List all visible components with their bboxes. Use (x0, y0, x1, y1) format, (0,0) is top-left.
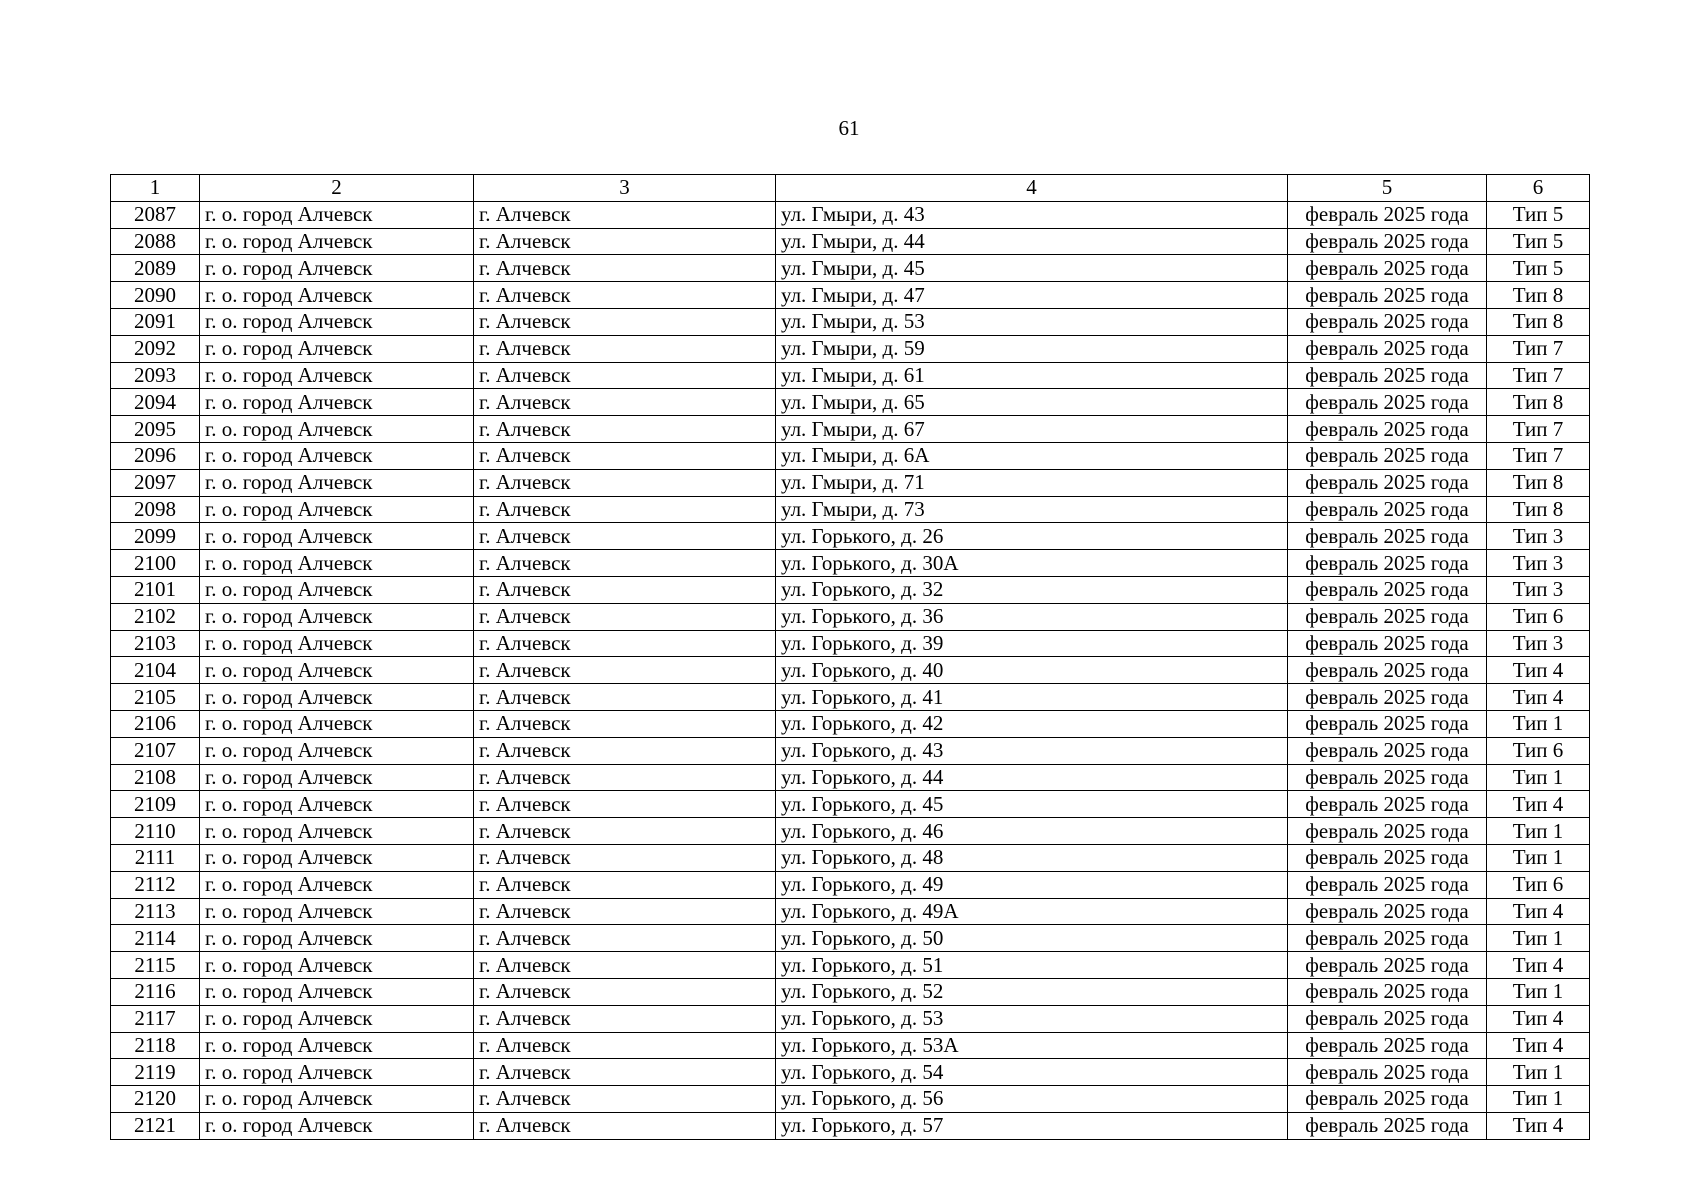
type-cell: Тип 6 (1487, 603, 1590, 630)
locality-cell: г. Алчевск (474, 1032, 776, 1059)
address-cell: ул. Горького, д. 43 (776, 737, 1288, 764)
table-row (111, 282, 1590, 309)
locality-cell: г. Алчевск (474, 978, 776, 1005)
row-number-cell: 2093 (111, 362, 200, 389)
address-cell: ул. Гмыри, д. 73 (776, 496, 1288, 523)
type-cell: Тип 8 (1487, 389, 1590, 416)
locality-cell: г. Алчевск (474, 1059, 776, 1086)
row-number-cell: 2098 (111, 496, 200, 523)
period-cell: февраль 2025 года (1288, 442, 1487, 469)
locality-cell: г. Алчевск (474, 362, 776, 389)
row-number-cell: 2106 (111, 710, 200, 737)
table-row (111, 925, 1590, 952)
type-cell: Тип 3 (1487, 523, 1590, 550)
table-row (111, 335, 1590, 362)
table-header (111, 175, 1590, 202)
period-cell: февраль 2025 года (1288, 898, 1487, 925)
page-number: 61 (838, 116, 860, 140)
period-cell: февраль 2025 года (1288, 416, 1487, 443)
row-number-cell: 2092 (111, 335, 200, 362)
type-cell: Тип 3 (1487, 550, 1590, 577)
locality-cell: г. Алчевск (474, 657, 776, 684)
locality-cell: г. Алчевск (474, 764, 776, 791)
table-row (111, 737, 1590, 764)
table-row (111, 684, 1590, 711)
row-number-cell: 2107 (111, 737, 200, 764)
row-number-cell: 2094 (111, 389, 200, 416)
row-number-cell: 2119 (111, 1059, 200, 1086)
type-cell: Тип 7 (1487, 335, 1590, 362)
address-cell: ул. Гмыри, д. 47 (776, 282, 1288, 309)
municipality-cell: г. о. город Алчевск (200, 496, 474, 523)
type-cell: Тип 4 (1487, 1112, 1590, 1139)
row-number-cell: 2105 (111, 684, 200, 711)
period-cell: февраль 2025 года (1288, 469, 1487, 496)
address-cell: ул. Гмыри, д. 53 (776, 308, 1288, 335)
municipality-cell: г. о. город Алчевск (200, 630, 474, 657)
period-cell: февраль 2025 года (1288, 308, 1487, 335)
municipality-cell: г. о. город Алчевск (200, 442, 474, 469)
municipality-cell: г. о. город Алчевск (200, 282, 474, 309)
address-cell: ул. Гмыри, д. 65 (776, 389, 1288, 416)
table-row (111, 1005, 1590, 1032)
period-cell: февраль 2025 года (1288, 201, 1487, 228)
address-cell: ул. Гмыри, д. 44 (776, 228, 1288, 255)
table-row (111, 389, 1590, 416)
locality-cell: г. Алчевск (474, 710, 776, 737)
period-cell: февраль 2025 года (1288, 389, 1487, 416)
address-cell: ул. Горького, д. 30А (776, 550, 1288, 577)
municipality-cell: г. о. город Алчевск (200, 308, 474, 335)
municipality-cell: г. о. город Алчевск (200, 1005, 474, 1032)
locality-cell: г. Алчевск (474, 603, 776, 630)
municipality-cell: г. о. город Алчевск (200, 576, 474, 603)
locality-cell: г. Алчевск (474, 282, 776, 309)
municipality-cell: г. о. город Алчевск (200, 684, 474, 711)
period-cell: февраль 2025 года (1288, 791, 1487, 818)
locality-cell: г. Алчевск (474, 228, 776, 255)
municipality-cell: г. о. город Алчевск (200, 925, 474, 952)
row-number-cell: 2110 (111, 818, 200, 845)
period-cell: февраль 2025 года (1288, 818, 1487, 845)
row-number-cell: 2095 (111, 416, 200, 443)
row-number-cell: 2118 (111, 1032, 200, 1059)
address-cell: ул. Гмыри, д. 45 (776, 255, 1288, 282)
municipality-cell: г. о. город Алчевск (200, 710, 474, 737)
municipality-cell: г. о. город Алчевск (200, 791, 474, 818)
address-cell: ул. Горького, д. 44 (776, 764, 1288, 791)
type-cell: Тип 4 (1487, 684, 1590, 711)
address-cell: ул. Горького, д. 50 (776, 925, 1288, 952)
column-header-2: 2 (200, 175, 474, 202)
table-row (111, 630, 1590, 657)
type-cell: Тип 6 (1487, 871, 1590, 898)
type-cell: Тип 1 (1487, 978, 1590, 1005)
type-cell: Тип 1 (1487, 925, 1590, 952)
table-row (111, 1059, 1590, 1086)
type-cell: Тип 1 (1487, 1086, 1590, 1113)
table-row (111, 523, 1590, 550)
row-number-cell: 2091 (111, 308, 200, 335)
period-cell: февраль 2025 года (1288, 523, 1487, 550)
type-cell: Тип 4 (1487, 657, 1590, 684)
municipality-cell: г. о. город Алчевск (200, 871, 474, 898)
locality-cell: г. Алчевск (474, 308, 776, 335)
municipality-cell: г. о. город Алчевск (200, 1086, 474, 1113)
table-row (111, 844, 1590, 871)
period-cell: февраль 2025 года (1288, 576, 1487, 603)
table-row (111, 442, 1590, 469)
period-cell: февраль 2025 года (1288, 1032, 1487, 1059)
table-row (111, 496, 1590, 523)
locality-cell: г. Алчевск (474, 1112, 776, 1139)
locality-cell: г. Алчевск (474, 925, 776, 952)
address-cell: ул. Горького, д. 45 (776, 791, 1288, 818)
type-cell: Тип 4 (1487, 1005, 1590, 1032)
municipality-cell: г. о. город Алчевск (200, 416, 474, 443)
register-table (110, 174, 1590, 1140)
address-cell: ул. Горького, д. 51 (776, 952, 1288, 979)
address-cell: ул. Горького, д. 53 (776, 1005, 1288, 1032)
type-cell: Тип 6 (1487, 737, 1590, 764)
table-row (111, 764, 1590, 791)
period-cell: февраль 2025 года (1288, 844, 1487, 871)
locality-cell: г. Алчевск (474, 416, 776, 443)
row-number-cell: 2100 (111, 550, 200, 577)
locality-cell: г. Алчевск (474, 871, 776, 898)
period-cell: февраль 2025 года (1288, 657, 1487, 684)
locality-cell: г. Алчевск (474, 818, 776, 845)
address-cell: ул. Горького, д. 49А (776, 898, 1288, 925)
table-row (111, 228, 1590, 255)
row-number-cell: 2104 (111, 657, 200, 684)
address-cell: ул. Горького, д. 52 (776, 978, 1288, 1005)
row-number-cell: 2102 (111, 603, 200, 630)
period-cell: февраль 2025 года (1288, 228, 1487, 255)
type-cell: Тип 1 (1487, 818, 1590, 845)
table-row (111, 657, 1590, 684)
table-row (111, 576, 1590, 603)
address-cell: ул. Горького, д. 56 (776, 1086, 1288, 1113)
table-body (111, 201, 1590, 1139)
municipality-cell: г. о. город Алчевск (200, 362, 474, 389)
table-row (111, 871, 1590, 898)
municipality-cell: г. о. город Алчевск (200, 228, 474, 255)
table-row (111, 898, 1590, 925)
municipality-cell: г. о. город Алчевск (200, 844, 474, 871)
type-cell: Тип 4 (1487, 1032, 1590, 1059)
locality-cell: г. Алчевск (474, 898, 776, 925)
period-cell: февраль 2025 года (1288, 1086, 1487, 1113)
type-cell: Тип 4 (1487, 898, 1590, 925)
row-number-cell: 2108 (111, 764, 200, 791)
address-cell: ул. Гмыри, д. 61 (776, 362, 1288, 389)
table-row (111, 952, 1590, 979)
period-cell: февраль 2025 года (1288, 1059, 1487, 1086)
table-row (111, 791, 1590, 818)
period-cell: февраль 2025 года (1288, 282, 1487, 309)
table-row (111, 710, 1590, 737)
type-cell: Тип 1 (1487, 710, 1590, 737)
row-number-cell: 2116 (111, 978, 200, 1005)
period-cell: февраль 2025 года (1288, 603, 1487, 630)
period-cell: февраль 2025 года (1288, 925, 1487, 952)
row-number-cell: 2090 (111, 282, 200, 309)
row-number-cell: 2103 (111, 630, 200, 657)
address-cell: ул. Горького, д. 42 (776, 710, 1288, 737)
type-cell: Тип 5 (1487, 255, 1590, 282)
table-row (111, 416, 1590, 443)
period-cell: февраль 2025 года (1288, 871, 1487, 898)
address-cell: ул. Гмыри, д. 6А (776, 442, 1288, 469)
row-number-cell: 2112 (111, 871, 200, 898)
table-row (111, 469, 1590, 496)
address-cell: ул. Горького, д. 54 (776, 1059, 1288, 1086)
table-row (111, 201, 1590, 228)
type-cell: Тип 1 (1487, 764, 1590, 791)
column-header-3: 3 (474, 175, 776, 202)
type-cell: Тип 8 (1487, 496, 1590, 523)
municipality-cell: г. о. город Алчевск (200, 952, 474, 979)
municipality-cell: г. о. город Алчевск (200, 1059, 474, 1086)
type-cell: Тип 1 (1487, 844, 1590, 871)
address-cell: ул. Гмыри, д. 43 (776, 201, 1288, 228)
period-cell: февраль 2025 года (1288, 255, 1487, 282)
locality-cell: г. Алчевск (474, 442, 776, 469)
locality-cell: г. Алчевск (474, 1005, 776, 1032)
type-cell: Тип 3 (1487, 576, 1590, 603)
municipality-cell: г. о. город Алчевск (200, 764, 474, 791)
type-cell: Тип 8 (1487, 308, 1590, 335)
address-cell: ул. Гмыри, д. 71 (776, 469, 1288, 496)
type-cell: Тип 3 (1487, 630, 1590, 657)
row-number-cell: 2088 (111, 228, 200, 255)
row-number-cell: 2120 (111, 1086, 200, 1113)
locality-cell: г. Алчевск (474, 684, 776, 711)
locality-cell: г. Алчевск (474, 576, 776, 603)
type-cell: Тип 5 (1487, 201, 1590, 228)
locality-cell: г. Алчевск (474, 952, 776, 979)
municipality-cell: г. о. город Алчевск (200, 335, 474, 362)
address-cell: ул. Горького, д. 53А (776, 1032, 1288, 1059)
row-number-cell: 2087 (111, 201, 200, 228)
period-cell: февраль 2025 года (1288, 684, 1487, 711)
locality-cell: г. Алчевск (474, 1086, 776, 1113)
type-cell: Тип 7 (1487, 442, 1590, 469)
table-row (111, 550, 1590, 577)
type-cell: Тип 8 (1487, 282, 1590, 309)
municipality-cell: г. о. город Алчевск (200, 1032, 474, 1059)
address-cell: ул. Горького, д. 39 (776, 630, 1288, 657)
municipality-cell: г. о. город Алчевск (200, 818, 474, 845)
locality-cell: г. Алчевск (474, 791, 776, 818)
type-cell: Тип 4 (1487, 791, 1590, 818)
address-cell: ул. Горького, д. 36 (776, 603, 1288, 630)
column-header-5: 5 (1288, 175, 1487, 202)
period-cell: февраль 2025 года (1288, 1112, 1487, 1139)
period-cell: февраль 2025 года (1288, 335, 1487, 362)
row-number-cell: 2117 (111, 1005, 200, 1032)
address-cell: ул. Горького, д. 49 (776, 871, 1288, 898)
row-number-cell: 2096 (111, 442, 200, 469)
locality-cell: г. Алчевск (474, 389, 776, 416)
address-cell: ул. Горького, д. 46 (776, 818, 1288, 845)
row-number-cell: 2113 (111, 898, 200, 925)
address-cell: ул. Горького, д. 32 (776, 576, 1288, 603)
row-number-cell: 2121 (111, 1112, 200, 1139)
row-number-cell: 2097 (111, 469, 200, 496)
header-row (111, 175, 1590, 202)
locality-cell: г. Алчевск (474, 630, 776, 657)
row-number-cell: 2111 (111, 844, 200, 871)
period-cell: февраль 2025 года (1288, 764, 1487, 791)
period-cell: февраль 2025 года (1288, 630, 1487, 657)
row-number-cell: 2089 (111, 255, 200, 282)
type-cell: Тип 8 (1487, 469, 1590, 496)
municipality-cell: г. о. город Алчевск (200, 898, 474, 925)
table-row (111, 603, 1590, 630)
table-row (111, 362, 1590, 389)
type-cell: Тип 5 (1487, 228, 1590, 255)
address-cell: ул. Гмыри, д. 59 (776, 335, 1288, 362)
row-number-cell: 2114 (111, 925, 200, 952)
address-cell: ул. Горького, д. 41 (776, 684, 1288, 711)
period-cell: февраль 2025 года (1288, 978, 1487, 1005)
row-number-cell: 2109 (111, 791, 200, 818)
period-cell: февраль 2025 года (1288, 710, 1487, 737)
type-cell: Тип 7 (1487, 362, 1590, 389)
municipality-cell: г. о. город Алчевск (200, 389, 474, 416)
address-cell: ул. Горького, д. 26 (776, 523, 1288, 550)
period-cell: февраль 2025 года (1288, 952, 1487, 979)
column-header-1: 1 (111, 175, 200, 202)
table-row (111, 818, 1590, 845)
locality-cell: г. Алчевск (474, 255, 776, 282)
locality-cell: г. Алчевск (474, 469, 776, 496)
municipality-cell: г. о. город Алчевск (200, 978, 474, 1005)
locality-cell: г. Алчевск (474, 496, 776, 523)
address-cell: ул. Горького, д. 40 (776, 657, 1288, 684)
locality-cell: г. Алчевск (474, 737, 776, 764)
row-number-cell: 2101 (111, 576, 200, 603)
address-cell: ул. Горького, д. 48 (776, 844, 1288, 871)
locality-cell: г. Алчевск (474, 201, 776, 228)
period-cell: февраль 2025 года (1288, 737, 1487, 764)
period-cell: февраль 2025 года (1288, 362, 1487, 389)
municipality-cell: г. о. город Алчевск (200, 201, 474, 228)
municipality-cell: г. о. город Алчевск (200, 1112, 474, 1139)
address-cell: ул. Горького, д. 57 (776, 1112, 1288, 1139)
table-row (111, 978, 1590, 1005)
column-header-4: 4 (776, 175, 1288, 202)
row-number-cell: 2115 (111, 952, 200, 979)
municipality-cell: г. о. город Алчевск (200, 523, 474, 550)
type-cell: Тип 7 (1487, 416, 1590, 443)
locality-cell: г. Алчевск (474, 844, 776, 871)
municipality-cell: г. о. город Алчевск (200, 255, 474, 282)
municipality-cell: г. о. город Алчевск (200, 737, 474, 764)
column-header-6: 6 (1487, 175, 1590, 202)
period-cell: февраль 2025 года (1288, 550, 1487, 577)
type-cell: Тип 1 (1487, 1059, 1590, 1086)
locality-cell: г. Алчевск (474, 550, 776, 577)
period-cell: февраль 2025 года (1288, 1005, 1487, 1032)
municipality-cell: г. о. город Алчевск (200, 657, 474, 684)
locality-cell: г. Алчевск (474, 335, 776, 362)
locality-cell: г. Алчевск (474, 523, 776, 550)
table-row (111, 1032, 1590, 1059)
municipality-cell: г. о. город Алчевск (200, 469, 474, 496)
table-row (111, 255, 1590, 282)
table-row (111, 1112, 1590, 1139)
municipality-cell: г. о. город Алчевск (200, 603, 474, 630)
table-row (111, 1086, 1590, 1113)
period-cell: февраль 2025 года (1288, 496, 1487, 523)
address-cell: ул. Гмыри, д. 67 (776, 416, 1288, 443)
row-number-cell: 2099 (111, 523, 200, 550)
municipality-cell: г. о. город Алчевск (200, 550, 474, 577)
type-cell: Тип 4 (1487, 952, 1590, 979)
table-row (111, 308, 1590, 335)
